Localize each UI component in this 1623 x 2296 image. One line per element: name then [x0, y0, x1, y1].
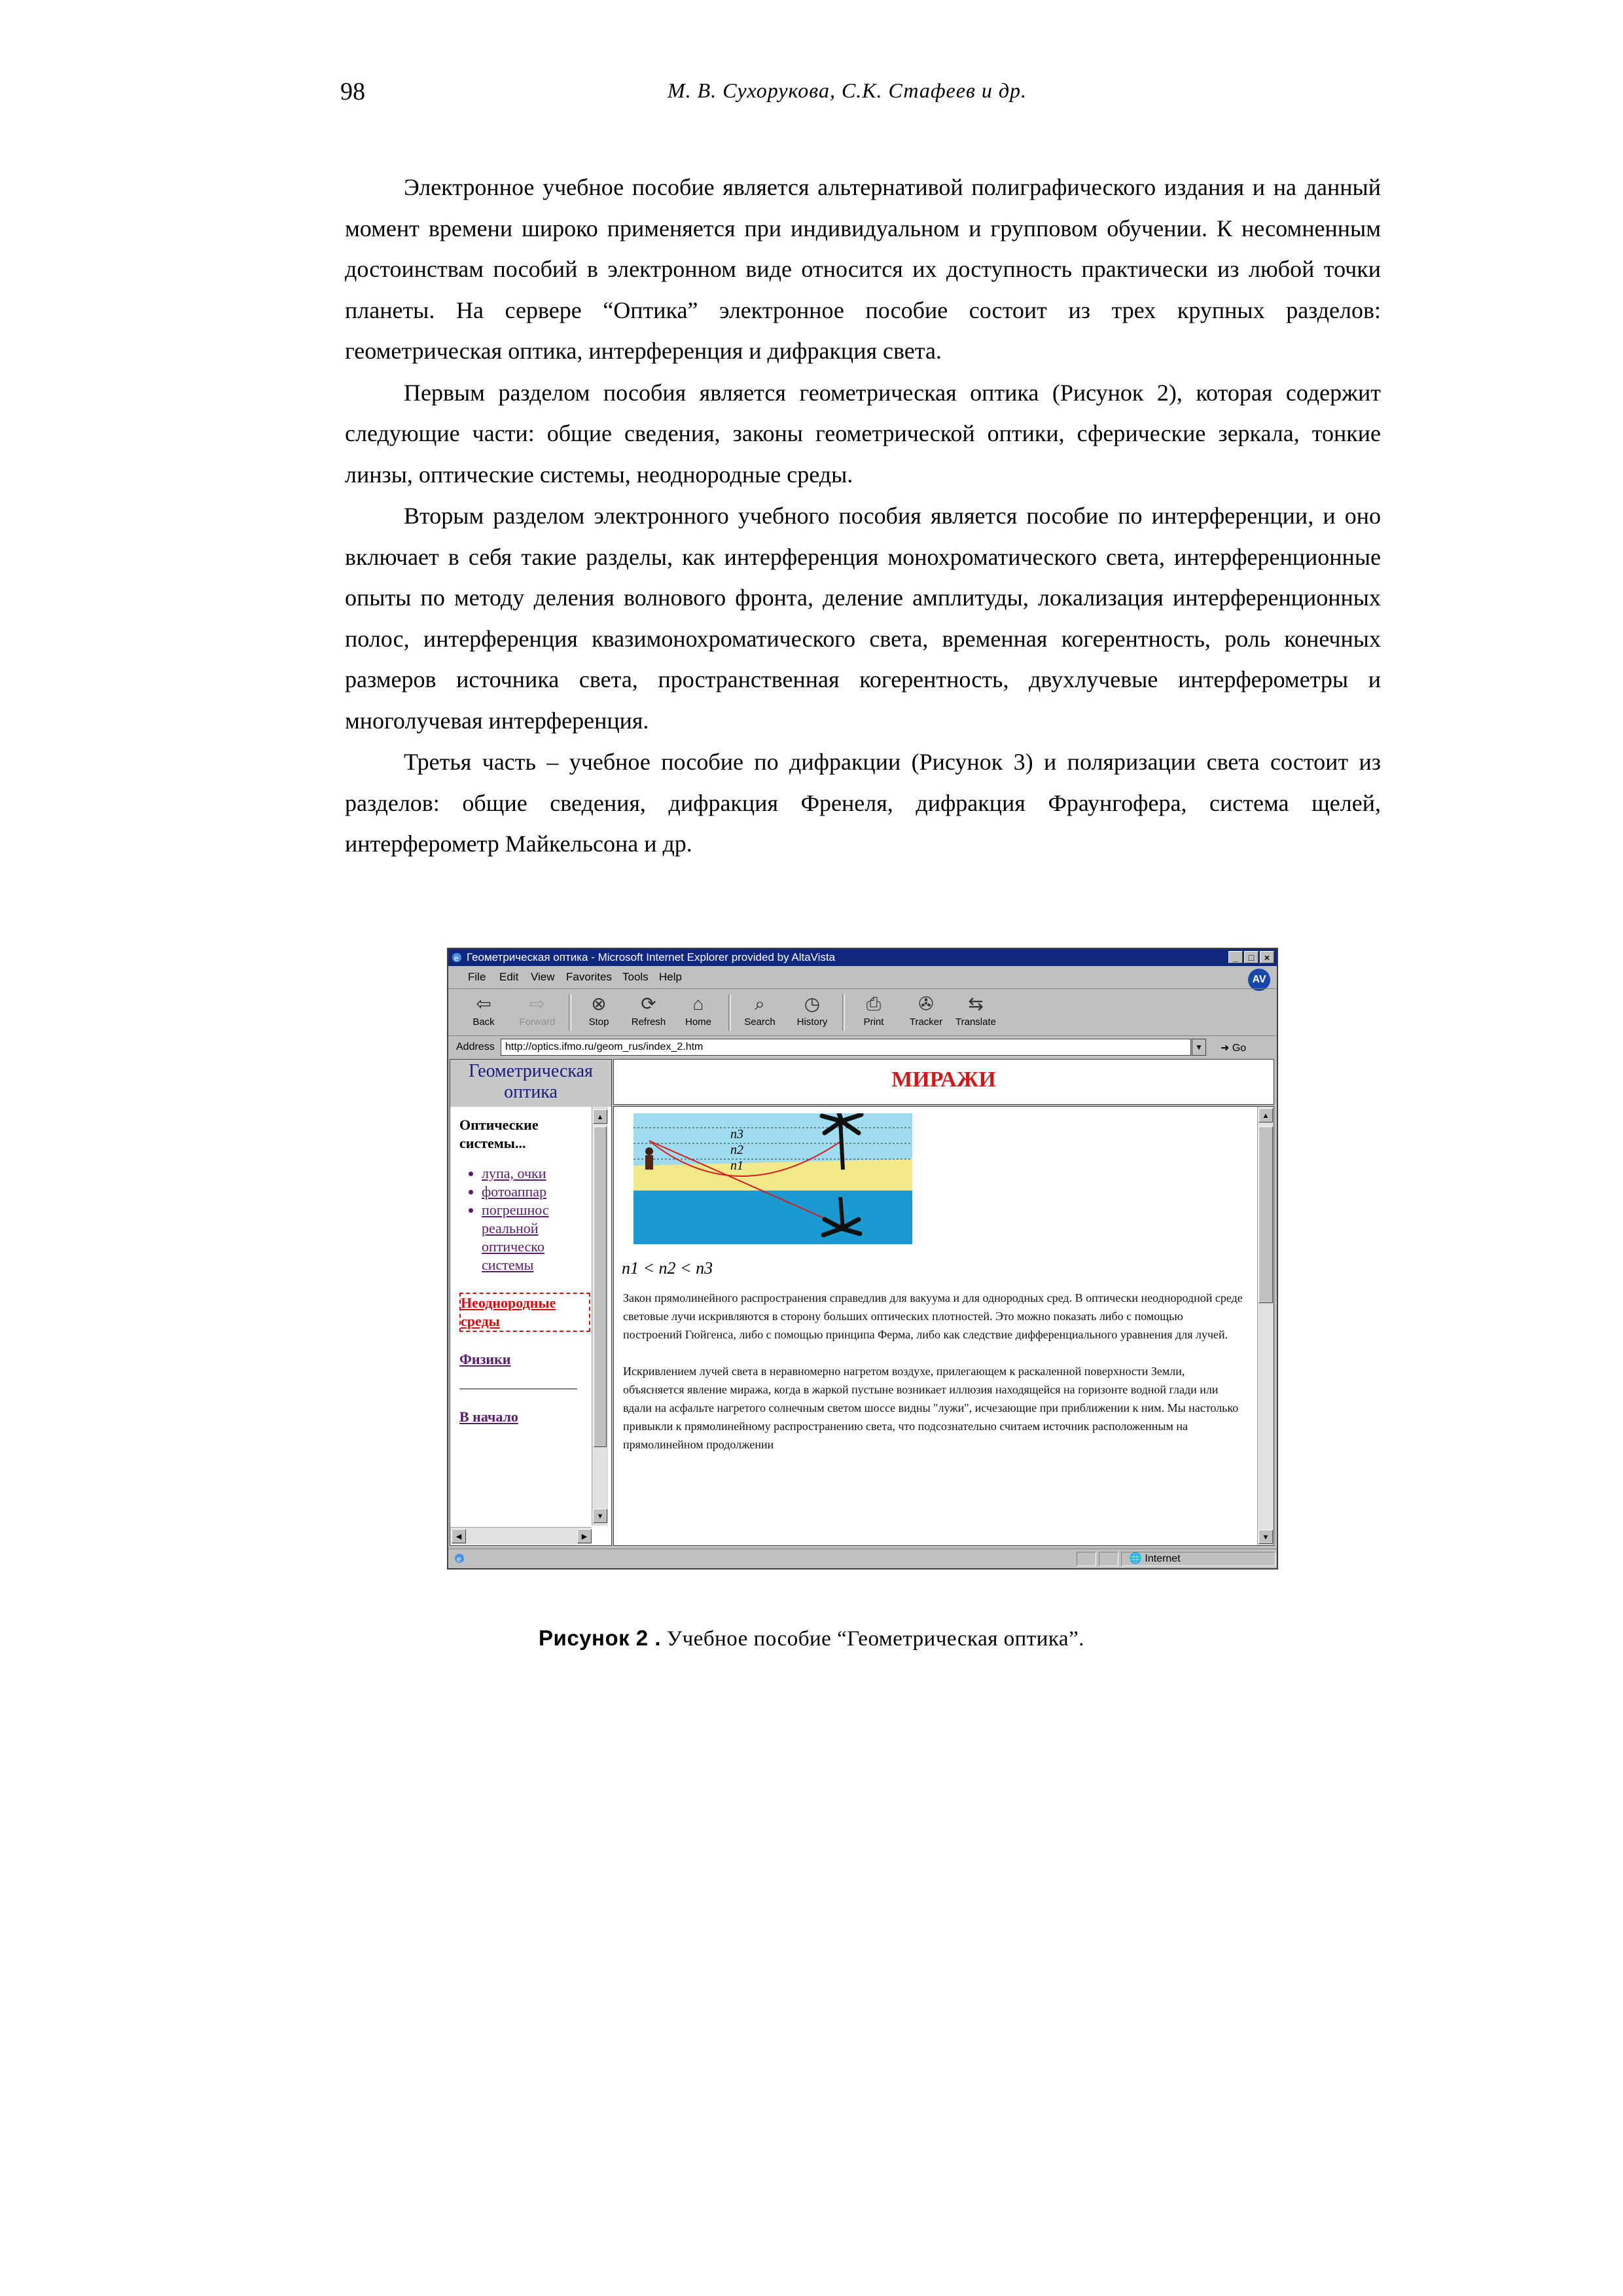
nav-link-camera[interactable]: • фотоаппар: [482, 1183, 590, 1201]
paragraph-3: Вторым разделом электронного учебного пособия является пособие по интерференции, и оно включает в себя такие разделы, как интерференция монохроматического света, интерференционные опыты по методу деления волнового фронта, деление амплитуды, локализация интерференционных полос, интерференция квазимонохроматического света, временная когерентность, роль конечных размеров источника света, пространственная когерентность, двухлучевые интерферометры и многолучевая интерференция.: [345, 503, 1381, 734]
page-header: [340, 77, 1381, 117]
chevron-down-icon: ▼: [1195, 1043, 1203, 1052]
page-heading: МИРАЖИ: [891, 1067, 996, 1092]
nav-divider: [459, 1388, 577, 1390]
figure-browser-screenshot: [447, 948, 1278, 1570]
page-status-icon: [454, 1552, 465, 1564]
nav-link-physicists[interactable]: Физики: [459, 1351, 511, 1367]
left-scroll-thumb[interactable]: [594, 1126, 607, 1447]
maximize-button[interactable]: □: [1244, 951, 1258, 963]
print-button[interactable]: ⎙ Print: [847, 992, 900, 1028]
tracker-icon: ✇: [918, 994, 934, 1014]
content-scroll-down-arrow-icon[interactable]: ▼: [1258, 1530, 1273, 1544]
go-arrow-icon: ➜: [1221, 1043, 1232, 1054]
svg-text:e: e: [454, 954, 459, 963]
tracker-button[interactable]: ✇ Tracker: [900, 992, 952, 1028]
running-head: М. В. Сухорукова, С.К. Стафеев и др.: [668, 79, 1027, 102]
scroll-right-arrow-icon[interactable]: ▶: [577, 1529, 592, 1543]
nav-link-errors[interactable]: • погрешнос реальной оптическо системы: [482, 1201, 590, 1274]
content-vertical-scrollbar[interactable]: [1257, 1107, 1274, 1545]
refresh-button[interactable]: ⟳ Refresh: [622, 992, 675, 1028]
scroll-left-arrow-icon[interactable]: ◀: [452, 1529, 466, 1543]
content-paragraph-1: Закон прямолинейного распространения справедлив для вакуума и для однородных сред. В оптически неоднородной среде световые лучи искривляются в сторону больших оптических плотностей. Это можно показать либо с помощью построений Гюйгенса, либо с помощью принципа Ферма, либо как следствие дифференциального уравнения для лучей.: [623, 1291, 1243, 1341]
menu-view[interactable]: View: [531, 971, 555, 983]
nav-link-home[interactable]: В начало: [459, 1408, 518, 1425]
nav-link-nonuniform-media[interactable]: Неоднородные среды: [459, 1293, 590, 1332]
content-paragraph-2: Искривлением лучей света в неравномерно нагретом воздухе, прилегающем к раскаленной поверхности Земли, объясняется явление миража, когда в жаркой пустыне возникает иллюзия находящейся на горизонте водной глади или вдали на асфальте нагретого солнечным светом шоссе видны "лужи", исчезающие при приближении к ним. Мы настолько привыкли к прямолинейному распространению света, что подсознательно считаем источник расположенным на прямолинейном продолжении: [623, 1365, 1239, 1451]
stop-button[interactable]: ⊗ Stop: [573, 992, 625, 1028]
zone-indicator: 🌐 Internet: [1129, 1553, 1181, 1564]
search-icon: ⌕: [755, 994, 765, 1014]
caption-label: Рисунок 2 .: [539, 1626, 661, 1650]
svg-text:n2: n2: [730, 1143, 743, 1157]
svg-text:n1: n1: [730, 1158, 743, 1173]
refresh-icon: ⟳: [641, 994, 656, 1014]
menu-file[interactable]: File: [468, 971, 486, 983]
home-button[interactable]: ⌂ Home: [672, 992, 724, 1028]
window-title: Геометрическая оптика - Microsoft Internet Explorer provided by AltaVista: [467, 951, 836, 963]
search-button[interactable]: ⌕ Search: [734, 992, 786, 1028]
body-text: [345, 167, 1381, 865]
print-icon: ⎙: [866, 994, 882, 1014]
globe-icon: 🌐: [1129, 1553, 1145, 1564]
altavista-logo: AV: [1248, 969, 1270, 991]
translate-icon: ⇆: [968, 994, 984, 1014]
forward-arrow-icon: ⇨: [529, 994, 545, 1014]
content-scroll-up-arrow-icon[interactable]: ▲: [1258, 1108, 1273, 1122]
content-frame: [613, 1106, 1274, 1546]
menu-favorites[interactable]: Favorites: [566, 971, 612, 983]
translate-button[interactable]: ⇆ Translate: [950, 992, 1002, 1028]
refraction-formula: n1 < n2 < n3: [622, 1259, 713, 1278]
menu-tools[interactable]: Tools: [622, 971, 649, 983]
figure-caption: [0, 1626, 1623, 1651]
left-nav-frame: [450, 1059, 612, 1546]
paragraph-2: Первым разделом пособия является геометрическая оптика (Рисунок 2), которая содержит следующие части: общие сведения, законы геометрической оптики, сферические зеркала, тонкие линзы, оптические системы, неоднородные среды.: [345, 379, 1381, 488]
address-bar: [448, 1035, 1277, 1058]
mirage-illustration: [633, 1113, 912, 1244]
page-number: 98: [340, 78, 365, 105]
content-text: [623, 1289, 1245, 1472]
nav-link-loupe[interactable]: • лупа, очки: [482, 1164, 590, 1183]
left-vertical-scrollbar[interactable]: [592, 1107, 608, 1526]
menu-bar: [448, 967, 1277, 987]
scroll-up-arrow-icon[interactable]: ▲: [593, 1109, 607, 1124]
address-input[interactable]: http://optics.ifmo.ru/geom_rus/index_2.htm: [501, 1039, 1191, 1056]
ie-icon: [451, 952, 463, 963]
paragraph-1: Электронное учебное пособие является альтернативой полиграфического издания и на данный момент времени широко применяется при индивидуальном и групповом обучении. К несомненным достоинствам пособий в электронном виде относится их доступность практически из любой точки планеты. На сервере “Оптика” электронное пособие состоит из трех крупных разделов: геометрическая оптика, интерференция и дифракция света.: [345, 174, 1381, 364]
minimize-button[interactable]: _: [1228, 951, 1243, 963]
forward-button[interactable]: ⇨ Forward: [511, 992, 563, 1028]
browser-toolbar: [448, 988, 1277, 1035]
status-bar: [448, 1549, 1277, 1569]
paragraph-4: Третья часть – учебное пособие по дифракции (Рисунок 3) и поляризации света состоит из разделов: общие сведения, дифракция Френеля, дифракция Фраунгофера, система щелей, интерферометр Майкельсона и др.: [345, 749, 1381, 857]
history-button[interactable]: ◷ History: [786, 992, 838, 1028]
header-frame: [613, 1059, 1274, 1105]
scroll-down-arrow-icon[interactable]: ▼: [593, 1509, 607, 1523]
nav-heading: Оптические системы...: [459, 1117, 539, 1151]
home-icon: ⌂: [692, 994, 704, 1014]
menu-help[interactable]: Help: [659, 971, 682, 983]
address-dropdown[interactable]: [1192, 1039, 1206, 1056]
caption-text: Учебное пособие “Геометрическая оптика”.: [661, 1627, 1084, 1651]
svg-text:n3: n3: [730, 1127, 743, 1141]
address-label: Address: [456, 1041, 495, 1052]
svg-text:e: e: [457, 1554, 461, 1564]
nav-menu: [459, 1116, 590, 1535]
stop-icon: ⊗: [591, 994, 607, 1014]
go-button[interactable]: ➜ Go: [1221, 1043, 1247, 1054]
menu-edit[interactable]: Edit: [499, 971, 519, 983]
site-title: Геометрическая оптика: [450, 1060, 611, 1107]
close-button[interactable]: ×: [1260, 951, 1274, 963]
content-scroll-thumb[interactable]: [1258, 1126, 1273, 1303]
window-titlebar: [448, 949, 1277, 966]
history-icon: ◷: [804, 994, 821, 1014]
left-horizontal-scrollbar[interactable]: [450, 1527, 592, 1545]
back-arrow-icon: ⇦: [476, 994, 491, 1014]
back-button[interactable]: ⇦ Back: [457, 992, 510, 1028]
